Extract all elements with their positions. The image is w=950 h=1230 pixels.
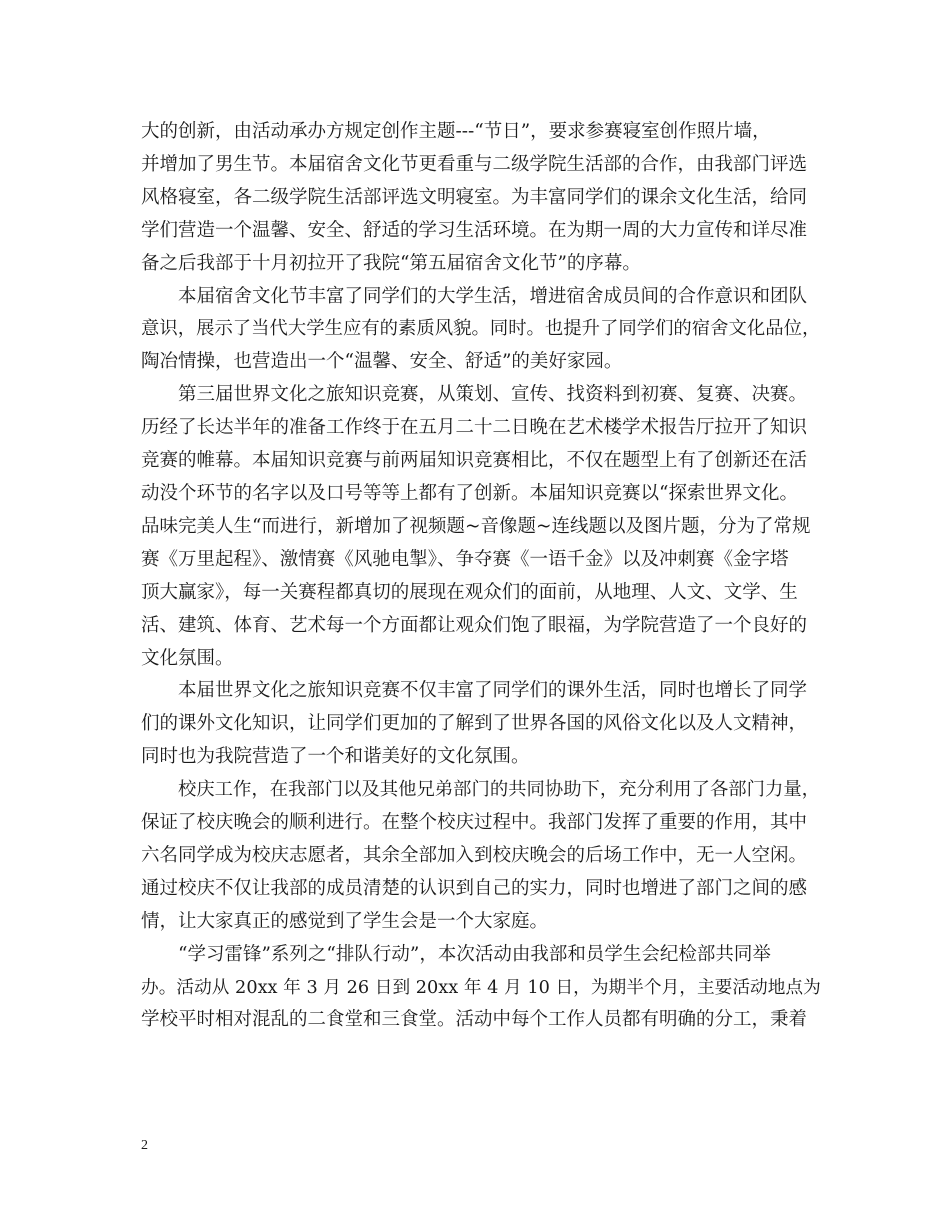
text-line: 并增加了男生节。本届宿舍文化节更看重与二级学院生活部的合作，由我部门评选 (141, 153, 808, 175)
text-line: 校庆工作，在我部门以及其他兄弟部门的共同协助下，充分利用了各部门力量， (178, 779, 821, 801)
text-line: 本届宿舍文化节丰富了同学们的大学生活，增进宿舍成员间的合作意识和团队 (178, 285, 808, 307)
page-number: 2 (141, 1138, 148, 1153)
text-line: 品味完美人生“而进行，新增加了视频题~音像题~连线题以及图片题，分为了常规 (141, 515, 811, 537)
text-line: 历经了长达半年的准备工作终于在五月二十二日晚在艺术楼学术报告厅拉开了知识 (141, 417, 808, 439)
text-line: 陶冶情操，也营造出一个“温馨、安全、舒适”的美好家园。 (141, 351, 623, 373)
text-line: 六名同学成为校庆志愿者，其余全部加入到校庆晚会的后场工作中，无一人空闲。 (141, 844, 808, 866)
text-line: 意识，展示了当代大学生应有的素质风貌。同时。也提升了同学们的宿舍文化品位， (141, 318, 821, 340)
text-line: 竞赛的帷幕。本届知识竞赛与前两届知识竞赛相比，不仅在题型上有了创新还在活 (141, 450, 808, 472)
document-body (141, 116, 821, 1037)
text-line: 通过校庆不仅让我部的成员清楚的认识到自己的实力，同时也增进了部门之间的感 (141, 877, 808, 899)
text-line: 动没个环节的名字以及口号等等上都有了创新。本届知识竞赛以“探索世界文化。 (141, 482, 798, 504)
text-line: 风格寝室，各二级学院生活部评选文明寝室。为丰富同学们的课余文化生活，给同 (141, 186, 808, 208)
text-line: 学们营造一个温馨、安全、舒适的学习生活环境。在为期一周的大力宣传和详尽准 (141, 219, 808, 241)
text-line: 赛《万里起程》、激情赛《风驰电掣》、争夺赛《一语千金》以及冲刺赛《金字塔 (141, 548, 789, 570)
text-line: 活、建筑、体育、艺术每一个方面都让观众们饱了眼福，为学院营造了一个良好的 (141, 614, 808, 636)
text-line: 文化氛围。 (141, 647, 234, 669)
text-line: 备之后我部于十月初拉开了我院“第五届宿舍文化节”的序幕。 (141, 252, 641, 274)
text-line: 顶大赢家》，每一关赛程都真切的展现在观众们的面前，从地理、人文、文学、生 (141, 581, 798, 603)
text-line: 第三届世界文化之旅知识竞赛，从策划、宣传、找资料到初赛、复赛、决赛。 (178, 384, 808, 406)
text-line: 学校平时相对混乱的二食堂和三食堂。活动中每个工作人员都有明确的分工，秉着 (141, 1009, 808, 1031)
text-line: 情，让大家真正的感觉到了学生会是一个大家庭。 (141, 910, 549, 932)
text-line: 大的创新，由活动承办方规定创作主题---“节日”，要求参赛寝室创作照片墙， (141, 121, 771, 142)
text-line: “学习雷锋”系列之“排队行动”，本次活动由我部和员学生会纪检部共同举 (178, 943, 771, 965)
text-line: 办。活动从 20xx 年 3 月 26 日到 20xx 年 4 月 10 日，为期半个月，主要活动地点为 (141, 977, 821, 998)
text-line: 保证了校庆晚会的顺利进行。在整个校庆过程中。我部门发挥了重要的作用，其中 (141, 812, 808, 834)
text-line: 们的课外文化知识，让同学们更加的了解到了世界各国的风俗文化以及人文精神， (141, 713, 808, 735)
text-line: 同时也为我院营造了一个和谐美好的文化氛围。 (141, 746, 530, 768)
text-line: 本届世界文化之旅知识竞赛不仅丰富了同学们的课外生活，同时也增长了同学 (178, 680, 808, 702)
